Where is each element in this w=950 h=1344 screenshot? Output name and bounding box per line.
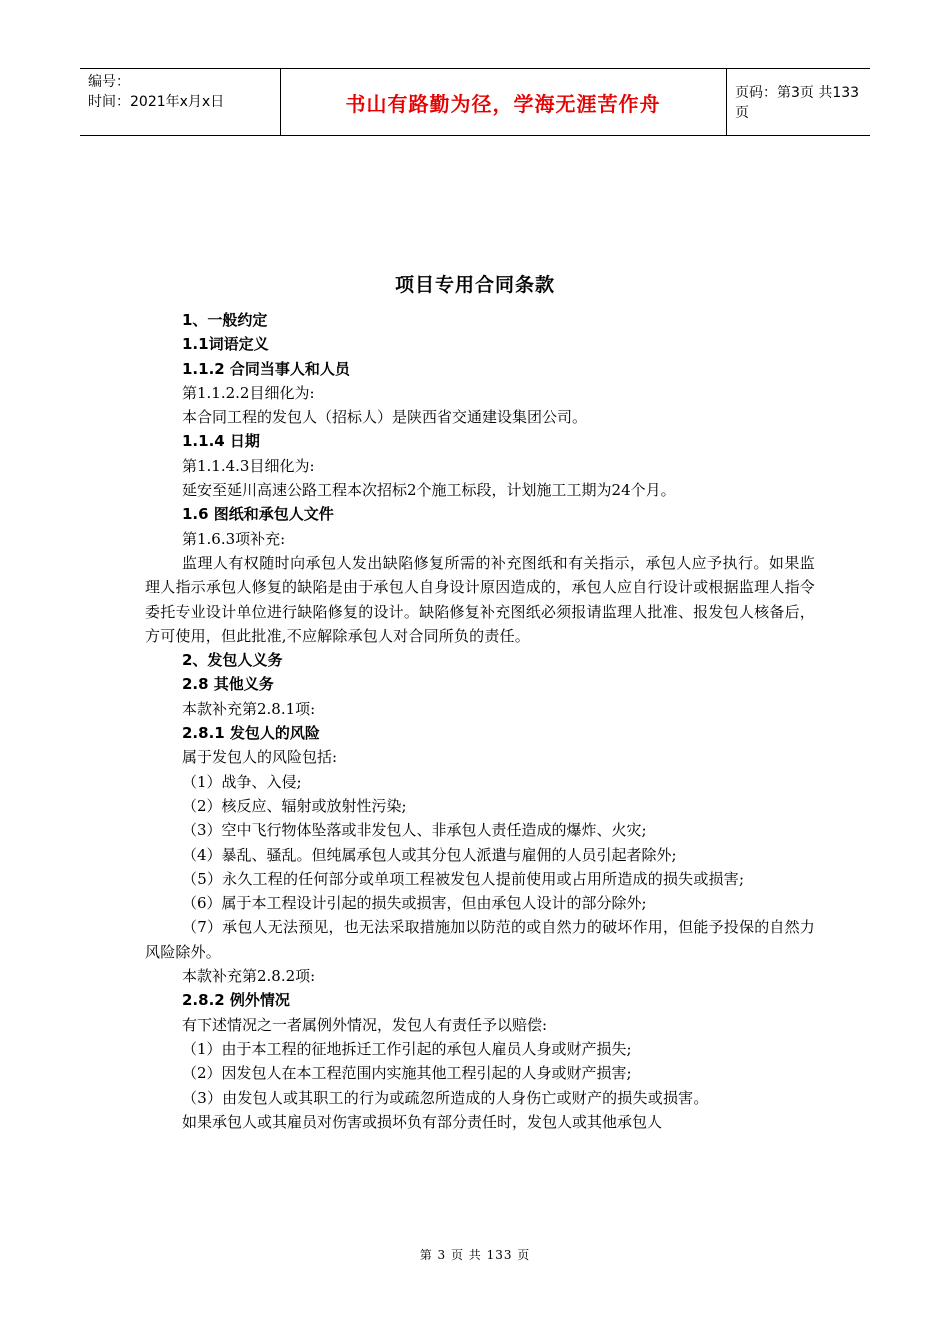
body-paragraph: （2）因发包人在本工程范围内实施其他工程引起的人身或财产损害; xyxy=(182,1064,632,1083)
body-paragraph: （4）暴乱、骚乱。但纯属承包人或其分包人派遣与雇佣的人员引起者除外; xyxy=(182,845,677,864)
body-paragraph: （7）承包人无法预见，也无法采取措施加以防范的或自然力的破坏作用，但能予投保的自然力风险除外。 xyxy=(145,918,815,961)
body-paragraph: （1）由于本工程的征地拆迁工作引起的承包人雇员人身或财产损失; xyxy=(182,1039,632,1058)
body-paragraph: 监理人有权随时向承包人发出缺陷修复所需的补充图纸和有关指示，承包人应予执行。如果监理人指示承包人修复的缺陷是由于承包人自身设计原因造成的，承包人应自行设计或根据监理人指令委托专业设计单位进行缺陷修复的设计。缺陷修复补充图纸必须报请监理人批准、报发包人核备后，方可使用，但此批准,不应解除承包人对合同所负的责任。 xyxy=(145,553,815,645)
section-heading: 2.8.1 发包人的风险 xyxy=(182,724,320,743)
section-heading: 1.1.2 合同当事人和人员 xyxy=(182,359,350,378)
header-motto: 书山有路勤为径，学海无涯苦作舟 xyxy=(345,91,661,116)
header-divider-right xyxy=(726,68,727,136)
body-paragraph: 属于发包人的风险包括: xyxy=(182,748,338,767)
page-footer: 第 3 页 共 133 页 xyxy=(419,1248,531,1262)
header-page-info: 页码：第3页 共133页 xyxy=(735,85,860,121)
section-heading: 2、发包人义务 xyxy=(182,651,283,670)
body-paragraph: （1）战争、入侵; xyxy=(182,772,302,791)
section-heading: 2.8 其他义务 xyxy=(182,675,274,694)
body-paragraph: （3）空中飞行物体坠落或非发包人、非承包人责任造成的爆炸、火灾; xyxy=(182,821,647,840)
body-paragraph: 本款补充第2.8.2项: xyxy=(182,967,316,986)
body-paragraph: （3）由发包人或其职工的行为或疏忽所造成的人身伤亡或财产的损失或损害。 xyxy=(182,1088,709,1107)
body-paragraph: 如果承包人或其雇员对伤害或损坏负有部分责任时，发包人或其他承包人 xyxy=(182,1112,663,1131)
header-meta xyxy=(88,72,224,112)
body-paragraph: 有下述情况之一者属例外情况，发包人有责任予以赔偿: xyxy=(182,1015,548,1034)
body-paragraph: （2）核反应、辐射或放射性污染; xyxy=(182,796,407,815)
section-heading: 1.6 图纸和承包人文件 xyxy=(182,505,334,524)
document-title: 项目专用合同条款 xyxy=(394,274,555,296)
body-paragraph: 第1.6.3项补充: xyxy=(182,529,286,548)
body-paragraph: 第1.1.2.2目细化为: xyxy=(182,383,315,402)
body-paragraph: 第1.1.4.3目细化为: xyxy=(182,456,315,475)
body-paragraph: 延安至延川高速公路工程本次招标2个施工标段，计划施工工期为24个月。 xyxy=(182,481,676,500)
section-heading: 2.8.2 例外情况 xyxy=(182,991,290,1010)
body-paragraph: （6）属于本工程设计引起的损失或损害，但由承包人设计的部分除外; xyxy=(182,894,647,913)
page-header xyxy=(80,68,870,136)
section-heading: 1.1词语定义 xyxy=(182,335,269,354)
section-heading: 1.1.4 日期 xyxy=(182,432,260,451)
document-number-label: 编号： xyxy=(88,74,130,90)
document-body xyxy=(145,308,815,1134)
body-paragraph: 本合同工程的发包人（招标人）是陕西省交通建设集团公司。 xyxy=(182,408,588,427)
body-paragraph: 本款补充第2.8.1项: xyxy=(182,699,316,718)
document-time-label: 时间：2021年x月x日 xyxy=(88,94,225,110)
section-heading: 1、一般约定 xyxy=(182,311,268,329)
body-paragraph: （5）永久工程的任何部分或单项工程被发包人提前使用或占用所造成的损失或损害; xyxy=(182,869,745,888)
